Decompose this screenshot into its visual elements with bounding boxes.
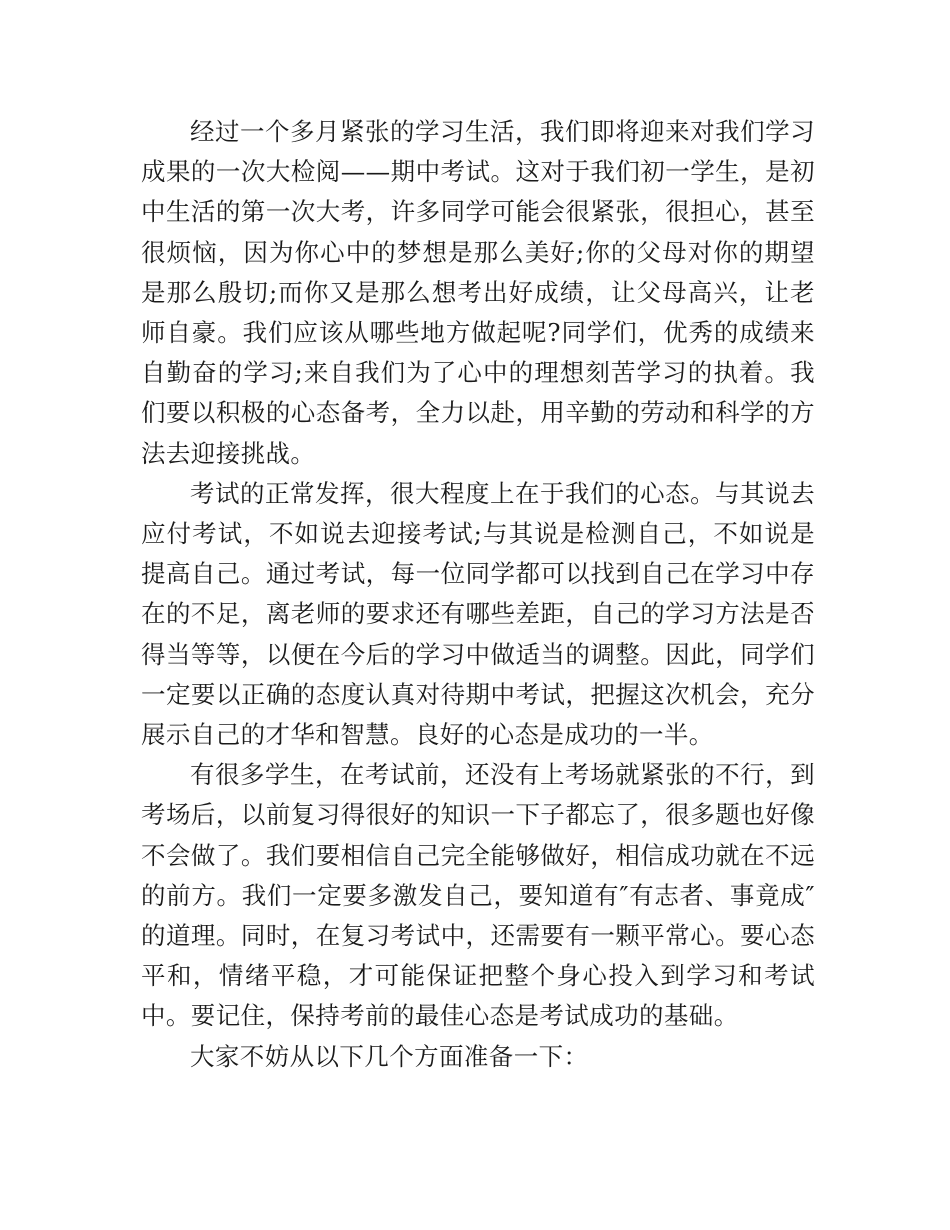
paragraph-exam-intro: 经过一个多月紧张的学习生活，我们即将迎来对我们学习成果的一次大检阅——期中考试。这对于我们初一学生，是初中生活的第一次大考，许多同学可能会很紧张，很担心，甚至很烦恼，因为你心中的梦想是那么美好;你的父母对你的期望是那么殷切;而你又是那么想考出好成绩，让父母高兴，让老师自豪。我们应该从哪些地方做起呢?同学们，优秀的成绩来自勤奋的学习;来自我们为了心中的理想刻苦学习的执着。我们要以积极的心态备考，全力以赴，用辛勤的劳动和科学的方法去迎接挑战。 — [141, 117, 815, 468]
document-body — [141, 112, 815, 1077]
paragraph-exam-confidence: 有很多学生，在考试前，还没有上考场就紧张的不行，到考场后，以前复习得很好的知识一下子都忘了，很多题也好像不会做了。我们要相信自己完全能够做好，相信成功就在不远的前方。我们一定要多激发自己，要知道有″有志者、事竟成″的道理。同时，在复习考试中，还需要有一颗平常心。要心态平和，情绪平稳，才可能保证把整个身心投入到学习和考试中。要记住，保持考前的最佳心态是考试成功的基础。 — [141, 760, 815, 1031]
paragraph-preparation-lead: 大家不妨从以下几个方面准备一下： — [190, 1041, 589, 1071]
paragraph-exam-mindset: 考试的正常发挥，很大程度上在于我们的心态。与其说去应付考试，不如说去迎接考试;与其说是检测自己，不如说是提高自己。通过考试，每一位同学都可以找到自己在学习中存在的不足，离老师的要求还有哪些差距，自己的学习方法是否得当等等，以便在今后的学习中做适当的调整。因此，同学们一定要以正确的态度认真对待期中考试，把握这次机会，充分展示自己的才华和智慧。良好的心态是成功的一半。 — [141, 478, 815, 750]
